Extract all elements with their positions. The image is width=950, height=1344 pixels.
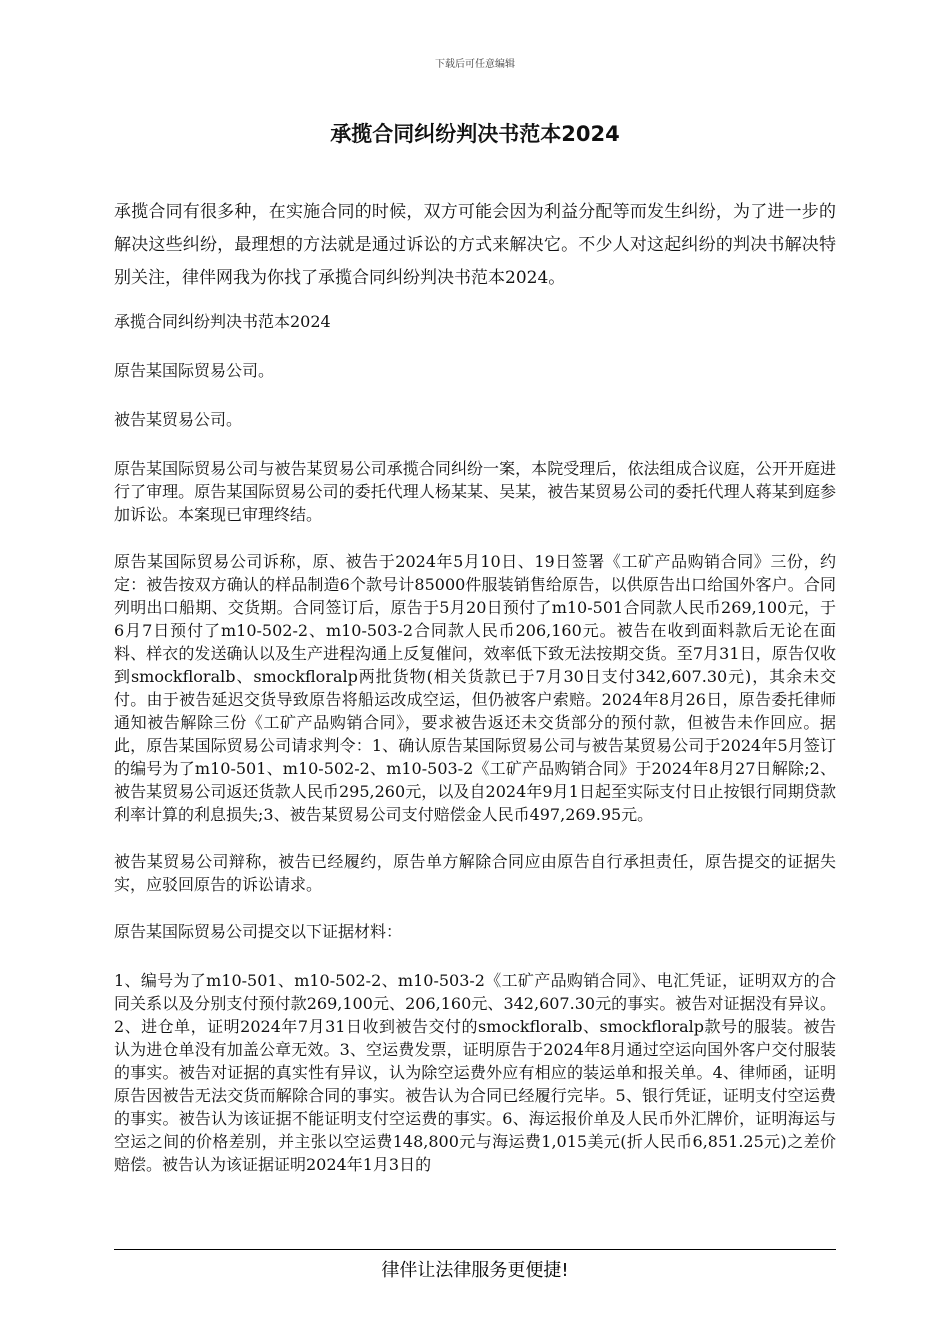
page-header-note: 下载后可任意编辑 xyxy=(435,59,515,70)
defendant-line: 被告某贸易公司。 xyxy=(114,410,243,429)
plaintiff-line: 原告某国际贸易公司。 xyxy=(114,361,275,380)
document-body xyxy=(114,196,836,1200)
document-title: 承揽合同纠纷判决书范本2024 xyxy=(330,122,620,146)
plaintiff-claims-paragraph: 原告某国际贸易公司诉称，原、被告于2024年5月10日、19日签署《工矿产品购销合同》三份，约定：被告按双方确认的样品制造6个款号计85000件服装销售给原告，以供原告出口给国外客户。合同列明出口船期、交货期。合同签订后，原告于5月20日预付了m10-501合同款人民币269,100元，于6月7日预付了m10-502-2、m10-503-2合同款人民币206,160元。被告在收到面料款后无论在面料、样衣的发送确认以及生产进程沟通上反复催问，效率低下致无法按期交货。至7月31日，原告仅收到smockfloralb、smockfloralp两批货物(相关货款已于7月30日支付342,607.30元)，其余未交付。由于被告延迟交货导致原告将船运改成空运，但仍被客户索赔。2024年8月26日，原告委托律师通知被告解除三份《工矿产品购销合同》，要求被告返还未交货部分的预付款，但被告未作回应。据此，原告某国际贸易公司请求判令：1、确认原告某国际贸易公司与被告某贸易公司于2024年5月签订的编号为了m10-501、m10-502-2、m10-503-2《工矿产品购销合同》于2024年8月27日解除;2、被告某贸易公司返还货款人民币295,260元，以及自2024年9月1日起至实际支付日止按银行同期贷款利率计算的利息损失;3、被告某贸易公司支付赔偿金人民币497,269.95元。 xyxy=(114,552,836,824)
footer-slogan: 律伴让法律服务更便捷! xyxy=(381,1260,569,1281)
evidence-list-paragraph: 1、编号为了m10-501、m10-502-2、m10-503-2《工矿产品购销合同》、电汇凭证，证明双方的合同关系以及分别支付预付款269,100元、206,160元、342,607.30元的事实。被告对证据没有异议。2、进仓单，证明2024年7月31日收到被告交付的smockfloralb、smockfloralp款号的服装。被告认为进仓单没有加盖公章无效。3、空运费发票，证明原告于2024年8月通过空运向国外客户交付服装的事实。被告对证据的真实性有异议，认为除空运费外应有相应的装运单和报关单。4、律师函，证明原告因被告无法交货而解除合同的事实。被告认为合同已经履行完毕。5、银行凭证，证明支付空运费的事实。被告认为该证据不能证明支付空运费的事实。6、海运报价单及人民币外汇牌价，证明海运与空运之间的价格差别，并主张以空运费148,800元与海运费1,015美元(折人民币6,851.25元)之差价赔偿。被告认为该证据证明2024年1月3日的 xyxy=(114,971,836,1174)
intro-paragraph: 承揽合同有很多种，在实施合同的时候，双方可能会因为利益分配等而发生纠纷，为了进一步的解决这些纠纷，最理想的方法就是通过诉讼的方式来解决它。不少人对这起纠纷的判决书解决特别关注，律伴网我为你找了承揽合同纠纷判决书范本2024。 xyxy=(114,202,836,288)
section-heading: 承揽合同纠纷判决书范本2024 xyxy=(114,312,331,331)
defendant-defense-paragraph: 被告某贸易公司辩称，被告已经履约，原告单方解除合同应由原告自行承担责任，原告提交的证据失实，应驳回原告的诉讼请求。 xyxy=(114,852,836,894)
evidence-heading: 原告某国际贸易公司提交以下证据材料： xyxy=(114,922,403,941)
case-intro-paragraph: 原告某国际贸易公司与被告某贸易公司承揽合同纠纷一案，本院受理后，依法组成合议庭，公开开庭进行了审理。原告某国际贸易公司的委托代理人杨某某、吴某，被告某贸易公司的委托代理人蒋某到庭参加诉讼。本案现已审理终结。 xyxy=(114,459,836,524)
footer-divider xyxy=(114,1249,836,1250)
